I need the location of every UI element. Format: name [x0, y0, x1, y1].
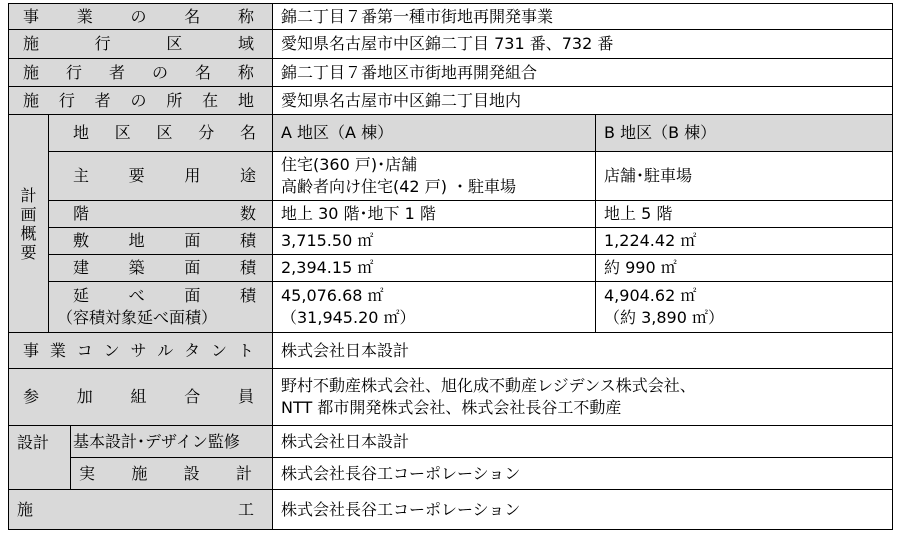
label-char: 域 [237, 34, 254, 53]
value-line: 4,904.62 ㎡ [604, 286, 697, 305]
value-text: 錦二丁目７番地区市街地再開発組合 [281, 62, 538, 82]
label-char: 称 [237, 62, 254, 82]
value-site-area-a [273, 228, 596, 255]
value-building-area-b [596, 255, 892, 282]
label-char: 積 [239, 258, 256, 277]
label-char: 区 [114, 123, 131, 142]
value-text: 2,394.15 ㎡ [281, 258, 374, 277]
label-consultant [9, 333, 273, 369]
label-char: 業 [49, 340, 66, 360]
value-project-name [273, 4, 892, 30]
label-char: 途 [239, 166, 256, 185]
label-char: 施 [23, 62, 40, 82]
value-text: 株式会社日本設計 [281, 340, 410, 360]
label-char: 組 [130, 387, 147, 406]
section-text: 設計 [17, 433, 50, 452]
label-char: 建 [73, 258, 90, 277]
label-text: 基本設計･デザイン監修 [73, 431, 240, 451]
value-detailed-design [273, 458, 892, 490]
label-char: 地 [128, 231, 145, 250]
label-char: 者 [108, 62, 125, 82]
value-text: 株式会社日本設計 [281, 431, 410, 451]
header-text: B 地区（B 棟） [604, 123, 717, 142]
label-char: ン [103, 340, 120, 360]
label-char: 用 [184, 166, 201, 185]
label-char: 施 [23, 34, 40, 53]
value-participating-members [273, 369, 892, 426]
value-text: 愛知県名古屋市中区錦二丁目地内 [281, 90, 522, 110]
label-site-area [49, 228, 273, 255]
section-plan-overview [9, 115, 49, 333]
value-line: 高齢者向け住宅(42 戸) ・駐車場 [281, 177, 517, 196]
label-char: の [151, 62, 168, 82]
header-text: A 地区（A 棟） [281, 123, 394, 142]
value-floors-a [273, 201, 596, 228]
label-char: 主 [73, 166, 90, 185]
label-char: 面 [184, 231, 201, 250]
label-char: 施 [131, 463, 148, 483]
label-participating-members [9, 369, 273, 426]
label-total-floor-area [49, 282, 273, 333]
label-project-name [9, 4, 273, 30]
label-char: 行 [94, 34, 111, 53]
label-char: 称 [237, 6, 254, 26]
sublabel-text: （容積対象延べ面積） [57, 308, 218, 327]
section-char: 画 [20, 204, 37, 224]
label-char: 地 [73, 123, 90, 142]
label-char: 合 [184, 387, 201, 406]
value-text: 地上 30 階･地下 1 階 [281, 204, 436, 223]
value-construction [273, 490, 892, 529]
label-char: 業 [76, 6, 93, 26]
label-char: 所 [166, 90, 183, 110]
label-char: サ [130, 340, 147, 360]
value-floors-b [596, 201, 892, 228]
value-executor-name [273, 59, 892, 87]
value-line: NTT 都市開発株式会社、株式会社長谷工不動産 [281, 398, 622, 417]
label-char: 加 [76, 387, 93, 406]
section-design [9, 426, 71, 490]
value-text: 地上 5 階 [604, 204, 673, 223]
label-char: の [130, 6, 147, 26]
label-char: 行 [65, 62, 82, 82]
section-char: 概 [20, 223, 37, 243]
label-char: 員 [237, 387, 254, 406]
value-text: 株式会社長谷工コーポレーション [281, 499, 521, 519]
label-char: 在 [202, 90, 219, 110]
value-text: 錦二丁目７番第一種市街地再開発事業 [281, 6, 554, 26]
label-char: 面 [184, 286, 201, 305]
label-char: 参 [23, 387, 40, 406]
label-char: 地 [237, 90, 254, 110]
label-execution-area [9, 30, 273, 59]
value-consultant [273, 333, 892, 369]
label-char: 工 [237, 499, 254, 519]
value-line: 野村不動産株式会社、旭化成不動産レジデンス株式会社、 [281, 376, 696, 395]
label-char: 施 [23, 90, 40, 110]
value-building-area-a [273, 255, 596, 282]
label-char: 延 [73, 286, 90, 305]
section-char: 要 [20, 242, 37, 262]
header-district-b [596, 115, 892, 152]
label-char: 区 [156, 123, 173, 142]
label-char: 計 [235, 463, 252, 483]
section-char: 計 [20, 185, 37, 205]
label-char: コ [76, 340, 93, 360]
value-text: 株式会社長谷工コーポレーション [281, 463, 521, 483]
value-main-use-a [273, 152, 596, 201]
label-char: 積 [239, 286, 256, 305]
label-building-area [49, 255, 273, 282]
value-site-area-b [596, 228, 892, 255]
value-text: 店舗･駐車場 [604, 166, 693, 185]
label-floors [49, 201, 273, 228]
value-text: 愛知県名古屋市中区錦二丁目 731 番、732 番 [281, 34, 614, 53]
label-char: 行 [58, 90, 75, 110]
label-char: 事 [23, 6, 40, 26]
label-char: 実 [79, 463, 96, 483]
label-char: の [130, 90, 147, 110]
value-line: （31,945.20 ㎡） [281, 308, 416, 327]
label-char: 要 [128, 166, 145, 185]
value-total-floor-area-a [273, 282, 596, 333]
label-basic-design [71, 426, 273, 458]
label-char: ル [157, 340, 174, 360]
label-char: 敷 [73, 231, 90, 250]
value-line: 住宅(360 戸)･店舗 [281, 155, 418, 174]
project-summary-table [8, 3, 893, 530]
label-char: 施 [17, 499, 34, 519]
value-text: 約 990 ㎡ [604, 258, 677, 277]
label-char: 名 [194, 62, 211, 82]
label-char: 名 [184, 6, 201, 26]
value-main-use-b [596, 152, 892, 201]
label-char: 事 [23, 340, 40, 360]
value-execution-area [273, 30, 892, 59]
label-detailed-design [71, 458, 273, 490]
label-char: 設 [183, 463, 200, 483]
label-char: 階 [73, 204, 90, 223]
value-line: 45,076.68 ㎡ [281, 286, 384, 305]
label-char: 名 [239, 123, 256, 142]
label-char: タ [184, 340, 201, 360]
label-char: ン [211, 340, 228, 360]
value-line: （約 3,890 ㎡） [604, 308, 724, 327]
label-main-use [49, 152, 273, 201]
label-executor-address [9, 87, 273, 115]
label-char: 積 [239, 231, 256, 250]
label-total-floor-area-main [49, 285, 272, 307]
header-district-a [273, 115, 596, 152]
label-construction [9, 490, 273, 529]
value-total-floor-area-b [596, 282, 892, 333]
label-total-floor-area-sub [49, 307, 272, 329]
value-text: 1,224.42 ㎡ [604, 231, 697, 250]
label-char: 数 [239, 204, 256, 223]
label-char: ト [237, 340, 254, 360]
label-char: 築 [128, 258, 145, 277]
value-executor-address [273, 87, 892, 115]
label-char: 者 [94, 90, 111, 110]
label-char: 面 [184, 258, 201, 277]
label-char: 分 [198, 123, 215, 142]
label-executor-name [9, 59, 273, 87]
label-district-division [49, 115, 273, 152]
value-text: 3,715.50 ㎡ [281, 231, 374, 250]
label-char: べ [128, 286, 145, 305]
value-basic-design [273, 426, 892, 458]
label-char: 区 [166, 34, 183, 53]
